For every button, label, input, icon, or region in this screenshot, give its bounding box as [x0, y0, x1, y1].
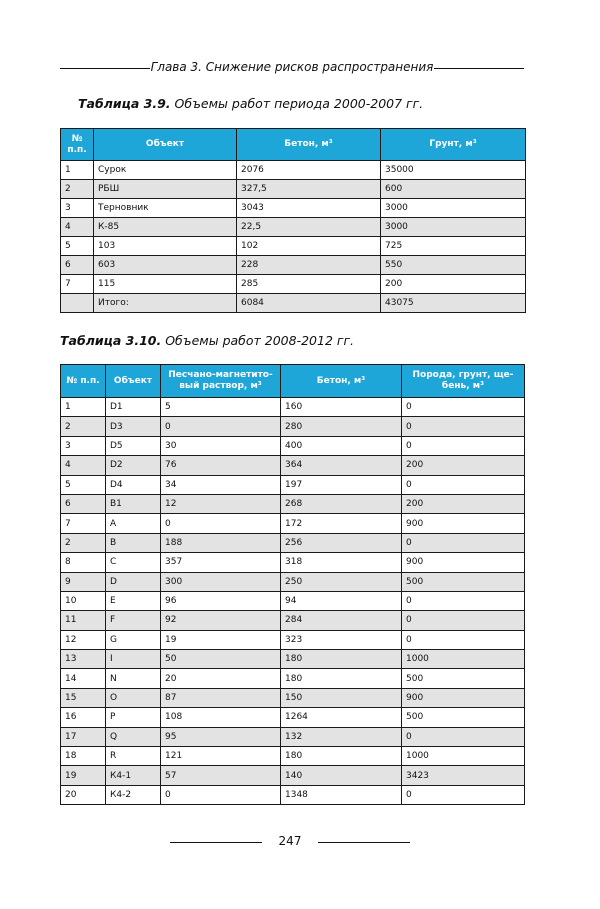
table-cell: I — [106, 650, 161, 669]
table-row — [61, 218, 526, 237]
table2-caption-title: Объемы работ 2008-2012 гг. — [161, 333, 354, 348]
table-cell: 3000 — [381, 218, 526, 237]
table-cell: 323 — [281, 630, 402, 649]
table-row — [61, 161, 526, 180]
table-cell: 0 — [402, 436, 525, 455]
table-row — [61, 475, 525, 494]
table1-header-cell: Объект — [94, 129, 237, 161]
table-row — [61, 417, 525, 436]
table-cell: 9 — [61, 572, 106, 591]
table-cell: 102 — [237, 237, 381, 256]
table-cell: 550 — [381, 256, 526, 275]
table-cell: 0 — [402, 417, 525, 436]
table-cell: 19 — [61, 766, 106, 785]
table-row — [61, 650, 525, 669]
table-row — [61, 611, 525, 630]
table-cell: 34 — [161, 475, 281, 494]
table1-caption-title: Объемы работ периода 2000-2007 гг. — [170, 96, 424, 111]
table-cell: 150 — [281, 688, 402, 707]
table-cell: 13 — [61, 650, 106, 669]
header-rule-right — [434, 68, 524, 69]
table-row — [61, 688, 525, 707]
table-cell: 900 — [402, 553, 525, 572]
table2-caption-number: Таблица 3.10. — [60, 333, 162, 348]
table-cell: D — [106, 572, 161, 591]
table-cell: C — [106, 553, 161, 572]
table-cell: 500 — [402, 669, 525, 688]
table-cell: 0 — [402, 398, 525, 417]
page-number: 247 — [278, 834, 302, 848]
table-cell: 22,5 — [237, 218, 381, 237]
table-cell: 188 — [161, 533, 281, 552]
table-cell: 35000 — [381, 161, 526, 180]
table-cell: 8 — [61, 553, 106, 572]
table-cell: 121 — [161, 747, 281, 766]
table-cell: 5 — [61, 475, 106, 494]
table-cell: 12 — [161, 494, 281, 513]
table-cell: Q — [106, 727, 161, 746]
table-row — [61, 553, 525, 572]
table-row — [61, 572, 525, 591]
table-cell: 17 — [61, 727, 106, 746]
table-cell: P — [106, 708, 161, 727]
table-cell: 140 — [281, 766, 402, 785]
table-row — [61, 785, 525, 804]
table-cell: B — [106, 533, 161, 552]
table-row — [61, 766, 525, 785]
table-cell: РБШ — [94, 180, 237, 199]
table-cell: 172 — [281, 514, 402, 533]
table-cell: B1 — [106, 494, 161, 513]
table-cell: 318 — [281, 553, 402, 572]
table2-header-row — [61, 365, 525, 398]
table2-header-cell: Объект — [106, 365, 161, 398]
table-cell: 18 — [61, 747, 106, 766]
table-cell: 2076 — [237, 161, 381, 180]
table-cell: 103 — [94, 237, 237, 256]
table-cell: 94 — [281, 591, 402, 610]
table-row — [61, 180, 526, 199]
table-cell: 180 — [281, 747, 402, 766]
table1-header-row — [61, 129, 526, 161]
table1-header-cell: Бетон, м³ — [237, 129, 381, 161]
table-row — [61, 436, 525, 455]
table-row — [61, 727, 525, 746]
table-cell: 200 — [402, 494, 525, 513]
table-cell: 228 — [237, 256, 381, 275]
table-cell: К4-2 — [106, 785, 161, 804]
table-cell: N — [106, 669, 161, 688]
table-row — [61, 256, 526, 275]
table-cell: 108 — [161, 708, 281, 727]
table-cell: 1 — [61, 398, 106, 417]
table-cell: 1000 — [402, 650, 525, 669]
table-cell: 160 — [281, 398, 402, 417]
table-cell: 357 — [161, 553, 281, 572]
table-cell: 11 — [61, 611, 106, 630]
table-cell: 327,5 — [237, 180, 381, 199]
table-cell: 6 — [61, 494, 106, 513]
table-cell: 0 — [402, 785, 525, 804]
table-cell: 19 — [161, 630, 281, 649]
table-row — [61, 294, 526, 313]
table-cell: 96 — [161, 591, 281, 610]
table-cell: 268 — [281, 494, 402, 513]
table-row — [61, 747, 525, 766]
table-cell: 14 — [61, 669, 106, 688]
table-cell: 7 — [61, 275, 94, 294]
table-row — [61, 398, 525, 417]
table-row — [61, 237, 526, 256]
table-cell: F — [106, 611, 161, 630]
table-cell: 300 — [161, 572, 281, 591]
table-cell: Итого: — [94, 294, 237, 313]
table-cell: 115 — [94, 275, 237, 294]
table-cell: Сурок — [94, 161, 237, 180]
table2-header-cell: Порода, грунт, ще-бень, м³ — [402, 365, 525, 398]
table-row — [61, 630, 525, 649]
table-cell: 3000 — [381, 199, 526, 218]
table-cell: E — [106, 591, 161, 610]
table2-header-cell: № п.п. — [61, 365, 106, 398]
table-cell: D3 — [106, 417, 161, 436]
table-row — [61, 533, 525, 552]
table-cell: 250 — [281, 572, 402, 591]
page-footer — [170, 833, 410, 853]
table-cell: 3423 — [402, 766, 525, 785]
table-cell: 500 — [402, 572, 525, 591]
table-cell: 285 — [237, 275, 381, 294]
table-cell: Терновник — [94, 199, 237, 218]
table-cell: 43075 — [381, 294, 526, 313]
table-cell: 725 — [381, 237, 526, 256]
table-cell: D1 — [106, 398, 161, 417]
table-cell: 197 — [281, 475, 402, 494]
table-cell: G — [106, 630, 161, 649]
table-row — [61, 669, 525, 688]
table-cell: К4-1 — [106, 766, 161, 785]
table-cell: 5 — [161, 398, 281, 417]
table-cell: 132 — [281, 727, 402, 746]
table-cell: A — [106, 514, 161, 533]
table-cell: 2 — [61, 180, 94, 199]
table-cell: 50 — [161, 650, 281, 669]
table1-header-cell: № п.п. — [61, 129, 94, 161]
table-cell: 1264 — [281, 708, 402, 727]
table-cell: 0 — [161, 785, 281, 804]
table-cell: 0 — [161, 417, 281, 436]
table-cell: 1 — [61, 161, 94, 180]
table-cell: 2 — [61, 533, 106, 552]
table-cell: 92 — [161, 611, 281, 630]
table-cell: 20 — [161, 669, 281, 688]
table-works-2000-2007 — [60, 128, 526, 313]
table-cell: 603 — [94, 256, 237, 275]
table-cell: 0 — [402, 611, 525, 630]
table-cell: 600 — [381, 180, 526, 199]
table2-header-cell: Песчано-магнетито-вый раствор, м³ — [161, 365, 281, 398]
table-cell: 364 — [281, 456, 402, 475]
running-header — [60, 58, 524, 78]
table-cell: 1000 — [402, 747, 525, 766]
table-cell: 10 — [61, 591, 106, 610]
table-cell: 6 — [61, 256, 94, 275]
table-cell: 4 — [61, 456, 106, 475]
running-header-text: Глава 3. Снижение рисков распространения — [150, 60, 434, 74]
table-row — [61, 591, 525, 610]
table-cell: 7 — [61, 514, 106, 533]
table-cell: 12 — [61, 630, 106, 649]
table-cell: 20 — [61, 785, 106, 804]
table-cell: D5 — [106, 436, 161, 455]
table-row — [61, 275, 526, 294]
table-cell: 5 — [61, 237, 94, 256]
table-cell: 0 — [161, 514, 281, 533]
table-cell: 400 — [281, 436, 402, 455]
footer-rule-right — [318, 842, 410, 843]
table-cell: К-85 — [94, 218, 237, 237]
table-cell: 200 — [402, 456, 525, 475]
table-row — [61, 199, 526, 218]
table-cell: 0 — [402, 630, 525, 649]
table-cell: 500 — [402, 708, 525, 727]
table2-header-cell: Бетон, м³ — [281, 365, 402, 398]
table-cell: 284 — [281, 611, 402, 630]
table-cell: D4 — [106, 475, 161, 494]
table-cell: 2 — [61, 417, 106, 436]
table-cell: 3 — [61, 199, 94, 218]
table-cell: R — [106, 747, 161, 766]
table2-caption — [60, 333, 354, 348]
table-cell: 0 — [402, 727, 525, 746]
table-cell: 3043 — [237, 199, 381, 218]
table-row — [61, 514, 525, 533]
table-cell: 95 — [161, 727, 281, 746]
table-cell: D2 — [106, 456, 161, 475]
table-cell: 256 — [281, 533, 402, 552]
table-cell: 280 — [281, 417, 402, 436]
table-row — [61, 494, 525, 513]
table-cell: 180 — [281, 669, 402, 688]
table-cell: 3 — [61, 436, 106, 455]
table-cell: 76 — [161, 456, 281, 475]
table1-caption-number: Таблица 3.9. — [78, 96, 171, 111]
table-works-2008-2012 — [60, 364, 525, 805]
table-cell: 16 — [61, 708, 106, 727]
table-cell: 0 — [402, 591, 525, 610]
table-cell: 4 — [61, 218, 94, 237]
table-row — [61, 456, 525, 475]
table-cell: 900 — [402, 514, 525, 533]
table-cell: 30 — [161, 436, 281, 455]
table-cell: 6084 — [237, 294, 381, 313]
table-cell: O — [106, 688, 161, 707]
table-cell: 200 — [381, 275, 526, 294]
table-cell — [61, 294, 94, 313]
table-cell: 57 — [161, 766, 281, 785]
table-cell: 15 — [61, 688, 106, 707]
table-cell: 87 — [161, 688, 281, 707]
table-cell: 180 — [281, 650, 402, 669]
table-cell: 0 — [402, 475, 525, 494]
table-row — [61, 708, 525, 727]
table1-caption — [78, 96, 423, 111]
table1-header-cell: Грунт, м³ — [381, 129, 526, 161]
table-cell: 0 — [402, 533, 525, 552]
table-cell: 1348 — [281, 785, 402, 804]
table-cell: 900 — [402, 688, 525, 707]
